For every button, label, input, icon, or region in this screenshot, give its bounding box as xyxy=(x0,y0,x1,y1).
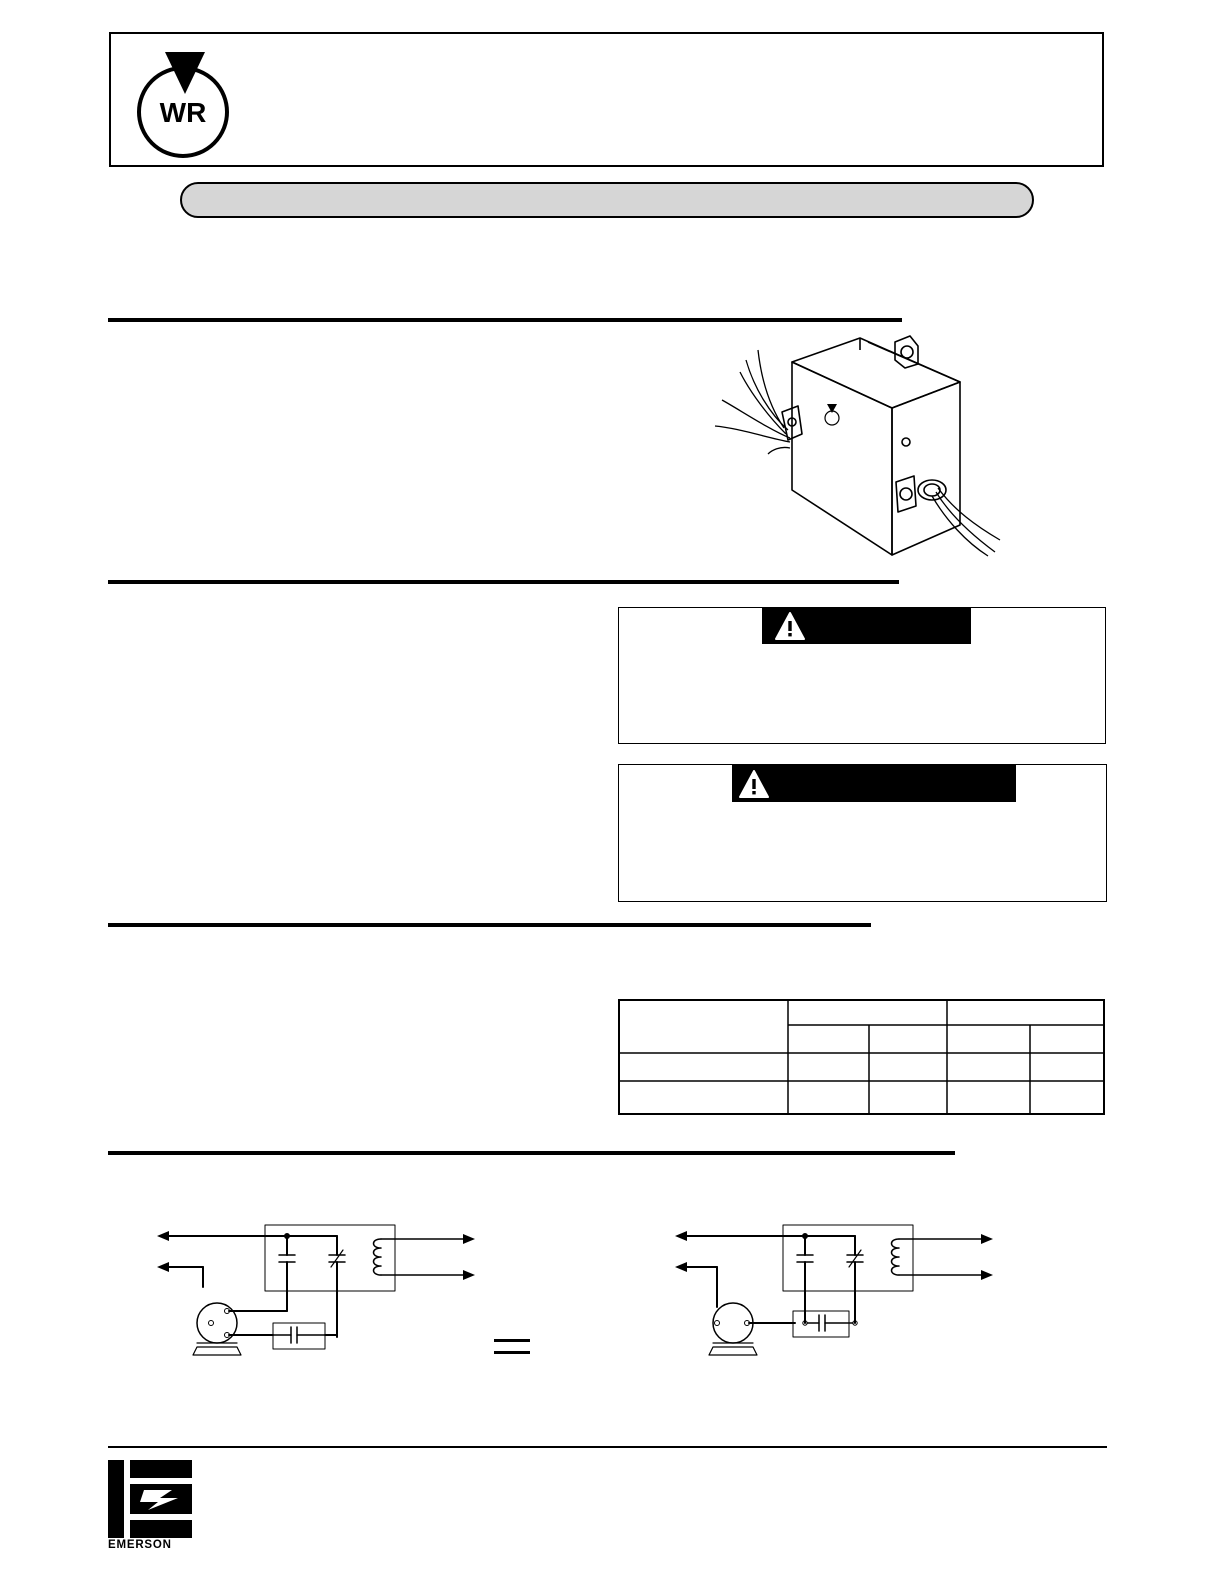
emerson-wordmark: EMERSON xyxy=(108,1539,172,1551)
warning-header-bar-2 xyxy=(732,765,1016,802)
wiring-diagram-right xyxy=(673,1215,1013,1365)
footer-rule xyxy=(108,1446,1107,1448)
emerson-logo xyxy=(108,1460,192,1538)
logo-text: WR xyxy=(159,97,207,128)
equals-sign-icon xyxy=(494,1337,530,1357)
white-rodgers-logo xyxy=(135,50,235,160)
relay-product-illustration xyxy=(710,330,1010,565)
section-rule-4 xyxy=(108,1151,955,1155)
warning-triangle-icon xyxy=(738,769,770,799)
warning-header-bar-1 xyxy=(762,607,971,644)
header-box xyxy=(109,32,1104,167)
title-banner xyxy=(180,182,1034,218)
section-rule-2 xyxy=(108,580,899,584)
wiring-diagram-left xyxy=(155,1215,495,1365)
warning-triangle-icon xyxy=(774,611,806,641)
section-rule-3 xyxy=(108,923,871,927)
specification-table xyxy=(618,999,1105,1115)
section-rule-1 xyxy=(108,318,902,322)
